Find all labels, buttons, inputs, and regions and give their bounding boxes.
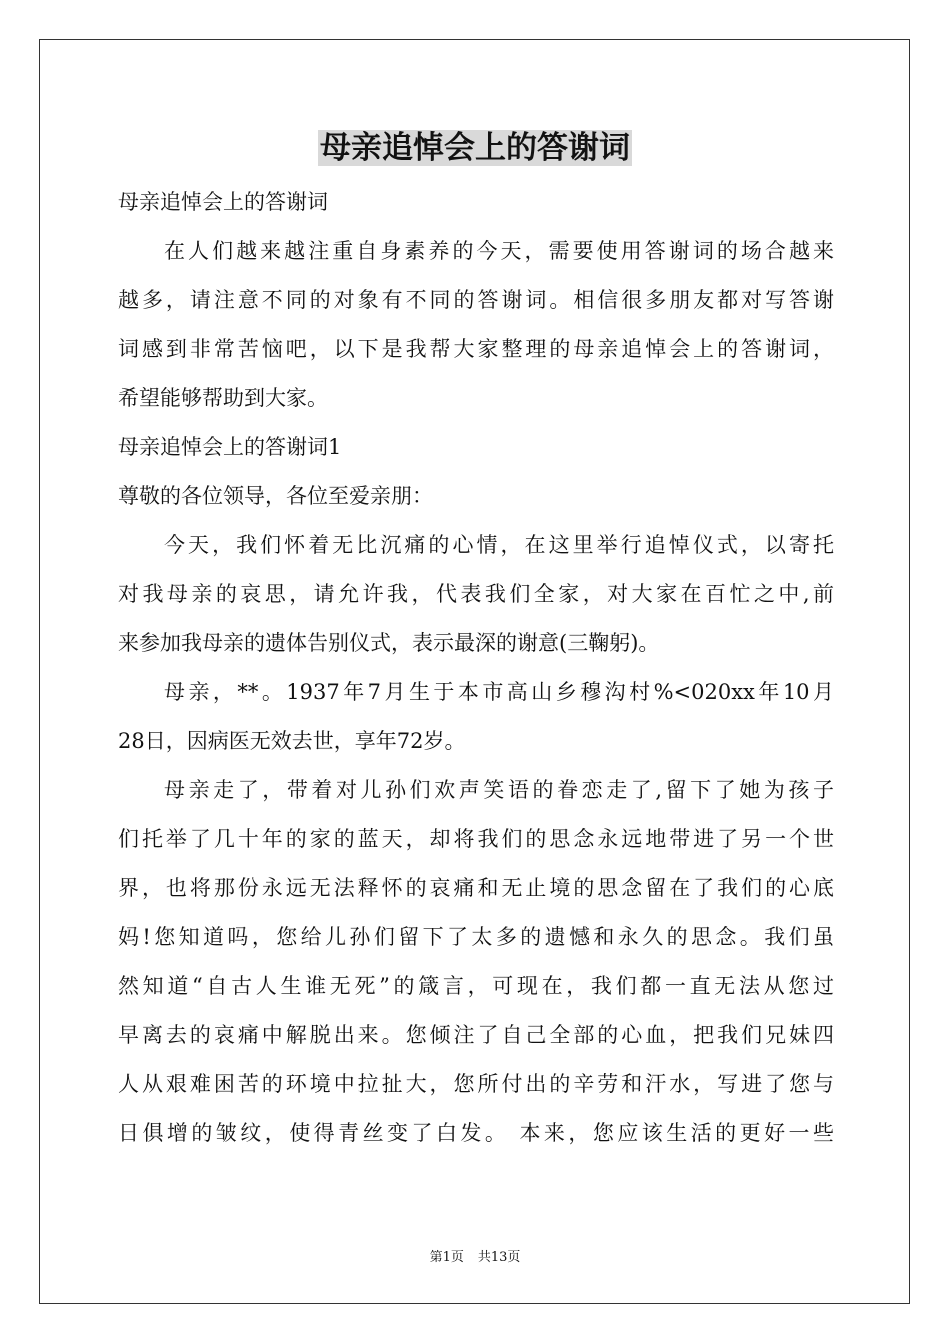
body-line: 人从艰难困苦的环境中拉扯大，您所付出的辛劳和汗水，写进了您与 [118,1072,834,1096]
body-line: 日俱增的皱纹，使得青丝变了白发。 本来，您应该生活的更好一些 [118,1121,834,1145]
salutation-line: 尊敬的各位领导，各位至爱亲朋： [118,484,433,508]
subtitle-line: 母亲追悼会上的答谢词 [118,190,328,214]
section-heading: 母亲追悼会上的答谢词1 [118,435,342,459]
page-footer [0,1248,950,1268]
body-line: 母亲，**。1937年7月生于本市高山乡穆沟村%<020xx年10月 [164,680,834,704]
document-body [118,178,834,1158]
body-line: 们托举了几十年的家的蓝天，却将我们的思念永远地带进了另一个世 [118,827,834,851]
body-line: 来参加我母亲的遗体告别仪式，表示最深的谢意(三鞠躬)。 [118,631,660,655]
body-line: 希望能够帮助到大家。 [118,386,328,410]
document-title-text: 母亲追悼会上的答谢词 [320,130,630,166]
body-line: 妈!您知道吗，您给儿孙们留下了太多的遗憾和永久的思念。我们虽 [118,925,834,949]
page-total: 共13页 [477,1250,521,1265]
body-line: 28日，因病医无效去世，享年72岁。 [118,729,466,753]
body-line: 母亲走了，带着对儿孙们欢声笑语的眷恋走了,留下了她为孩子 [164,778,834,802]
page-number: 第1页 [429,1250,464,1265]
body-line: 越多，请注意不同的对象有不同的答谢词。相信很多朋友都对写答谢 [118,288,834,312]
body-line: 然知道“自古人生谁无死”的箴言，可现在，我们都一直无法从您过 [118,974,834,998]
body-line: 在人们越来越注重自身素养的今天，需要使用答谢词的场合越来 [164,239,834,263]
document-title [0,125,950,171]
body-line: 词感到非常苦恼吧，以下是我帮大家整理的母亲追悼会上的答谢词， [118,337,834,361]
body-line: 界，也将那份永远无法释怀的哀痛和无止境的思念留在了我们的心底 [118,876,834,900]
body-line: 早离去的哀痛中解脱出来。您倾注了自己全部的心血，把我们兄妹四 [118,1023,834,1047]
body-line: 今天，我们怀着无比沉痛的心情，在这里举行追悼仪式，以寄托 [164,533,834,557]
body-line: 对我母亲的哀思，请允许我，代表我们全家，对大家在百忙之中,前 [118,582,834,606]
